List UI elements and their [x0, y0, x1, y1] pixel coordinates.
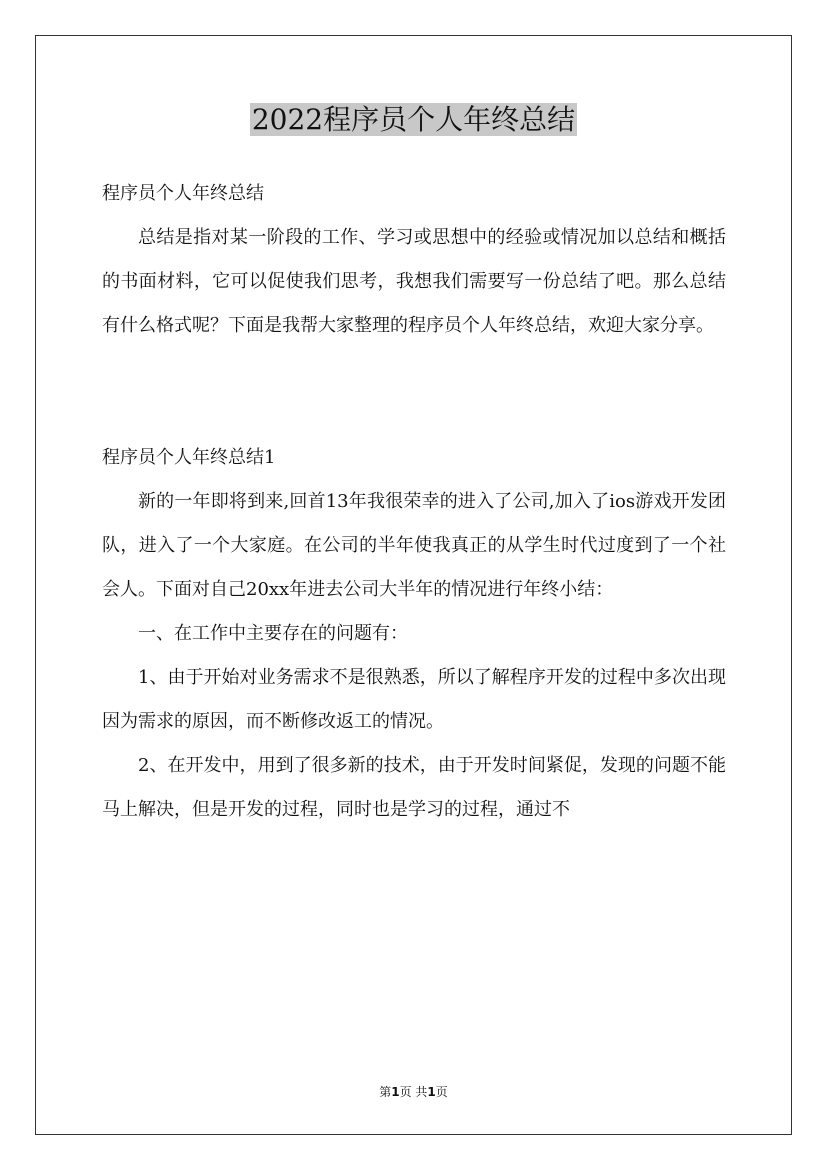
- document-title: 2022程序员个人年终总结: [251, 103, 576, 136]
- body-paragraph-4: 2、在开发中，用到了很多新的技术，由于开发时间紧促，发现的问题不能马上解决，但是开发的过程，同时也是学习的过程，通过不: [102, 755, 726, 820]
- footer-prefix: 第: [379, 1085, 392, 1099]
- page-footer: [0, 1082, 827, 1102]
- document-title-wrap: [0, 100, 827, 140]
- intro-paragraph: 总结是指对某一阶段的工作、学习或思想中的经验或情况加以总结和概括的书面材料，它可以促使我们思考，我想我们需要写一份总结了吧。那么总结有什么格式呢？下面是我帮大家整理的程序员个人年终总结，欢迎大家分享。: [102, 227, 726, 336]
- body-paragraph-3: 1、由于开始对业务需求不是很熟悉，所以了解程序开发的过程中多次出现因为需求的原因，而不断修改返工的情况。: [102, 667, 726, 732]
- footer-page-number: 1: [391, 1085, 400, 1099]
- document-body: [102, 172, 726, 832]
- section-title: 程序员个人年终总结1: [102, 447, 276, 468]
- document-subtitle: 程序员个人年终总结: [102, 183, 264, 204]
- footer-suffix: 页: [435, 1085, 448, 1099]
- footer-total-pages: 1: [427, 1085, 436, 1099]
- body-paragraph-1: 新的一年即将到来,回首13年我很荣幸的进入了公司,加入了ios游戏开发团队，进入了一个大家庭。在公司的半年使我真正的从学生时代过度到了一个社会人。下面对自己20xx年进去公司大半年的情况进行年终小结：: [102, 491, 726, 600]
- footer-middle: 页 共: [399, 1085, 428, 1099]
- body-paragraph-2: 一、在工作中主要存在的问题有：: [138, 623, 408, 644]
